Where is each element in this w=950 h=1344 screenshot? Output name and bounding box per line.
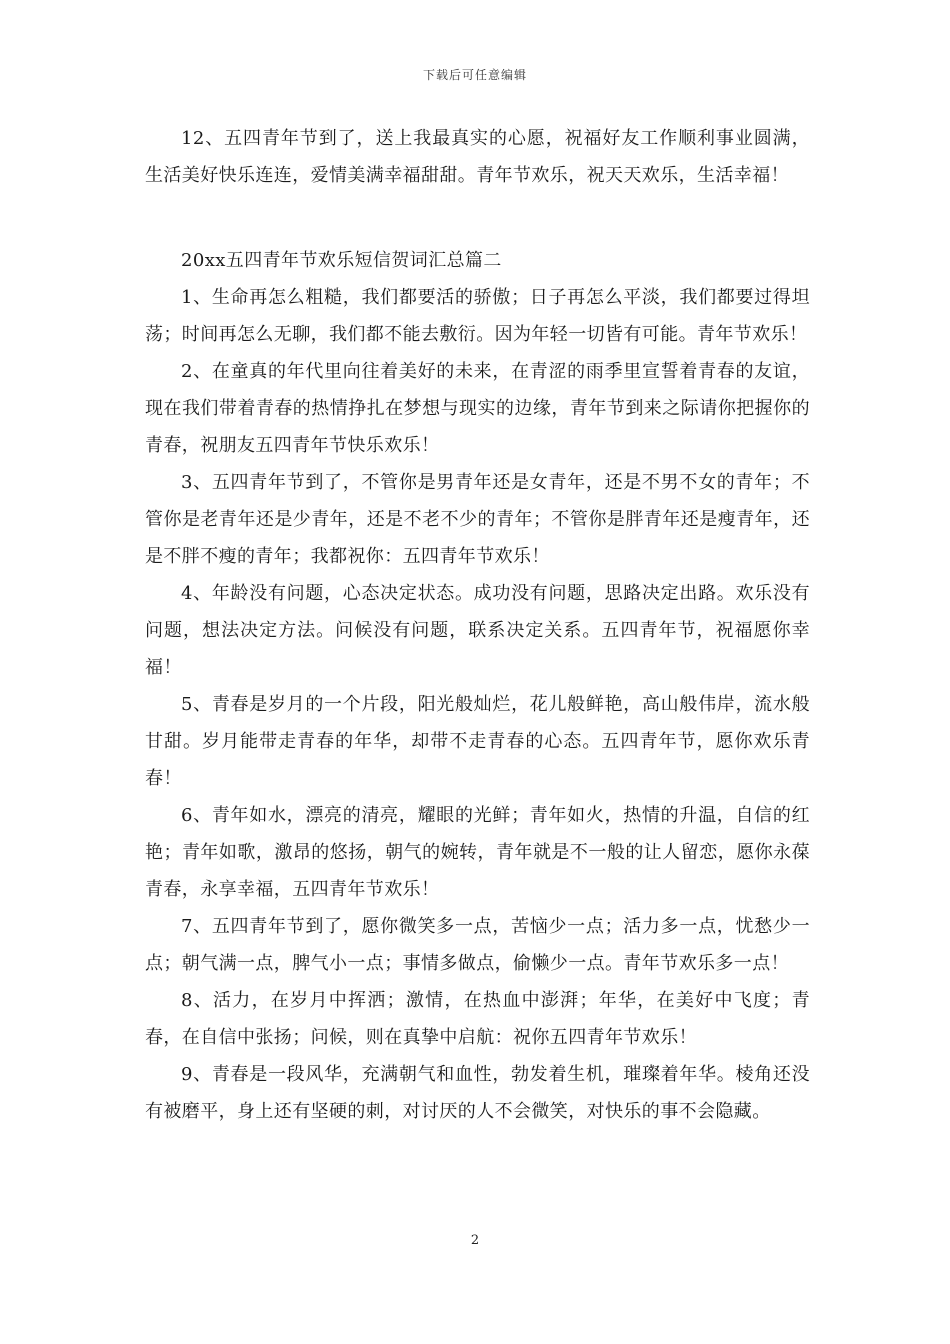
page-header: 下载后可任意编辑: [422, 68, 527, 82]
page-number: 2: [470, 1233, 480, 1248]
list-item-7: 7、五四青年节到了，愿你微笑多一点，苦恼少一点；活力多一点，忧愁少一点；朝气满一点，脾气小一点；事情多做点，偷懒少一点。青年节欢乐多一点！: [145, 916, 810, 974]
list-item-2: 2、在童真的年代里向往着美好的未来，在青涩的雨季里宣誓着青春的友谊，现在我们带着青春的热情挣扎在梦想与现实的边缘，青年节到来之际请你把握你的青春，祝朋友五四青年节快乐欢乐！: [145, 361, 810, 456]
section-title: 20xx五四青年节欢乐短信贺词汇总篇二: [181, 250, 502, 271]
section-gap: [145, 194, 810, 242]
list-item-8: 8、活力，在岁月中挥洒；激情，在热血中澎湃；年华，在美好中飞度；青春，在自信中张扬；问候，则在真挚中启航：祝你五四青年节欢乐！: [145, 990, 810, 1048]
document-body: [145, 120, 810, 1130]
list-item-6: 6、青年如水，漂亮的清亮，耀眼的光鲜；青年如火，热情的升温，自信的红艳；青年如歌，激昂的悠扬，朝气的婉转，青年就是不一般的让人留恋，愿你永葆青春，永享幸福，五四青年节欢乐！: [145, 805, 810, 900]
list-item-3: 3、五四青年节到了，不管你是男青年还是女青年，还是不男不女的青年；不管你是老青年还是少青年，还是不老不少的青年；不管你是胖青年还是瘦青年，还是不胖不瘦的青年；我都祝你：五四青年节欢乐！: [145, 472, 810, 567]
list-item-5: 5、青春是岁月的一个片段，阳光般灿烂，花儿般鲜艳，高山般伟岸，流水般甘甜。岁月能带走青春的年华，却带不走青春的心态。五四青年节，愿你欢乐青春！: [145, 694, 810, 789]
list-item-1: 1、生命再怎么粗糙，我们都要活的骄傲；日子再怎么平淡，我们都要过得坦荡；时间再怎么无聊，我们都不能去敷衍。因为年轻一切皆有可能。青年节欢乐！: [145, 287, 810, 345]
list-item-4: 4、年龄没有问题，心态决定状态。成功没有问题，思路决定出路。欢乐没有问题，想法决定方法。问候没有问题，联系决定关系。五四青年节，祝福愿你幸福！: [145, 583, 810, 678]
list-item-9: 9、青春是一段风华，充满朝气和血性，勃发着生机，璀璨着年华。棱角还没有被磨平，身上还有坚硬的刺，对讨厌的人不会微笑，对快乐的事不会隐藏。: [145, 1064, 810, 1122]
paragraph-12: 12、五四青年节到了，送上我最真实的心愿，祝福好友工作顺利事业圆满，生活美好快乐连连，爱情美满幸福甜甜。青年节欢乐，祝天天欢乐，生活幸福！: [145, 128, 810, 186]
